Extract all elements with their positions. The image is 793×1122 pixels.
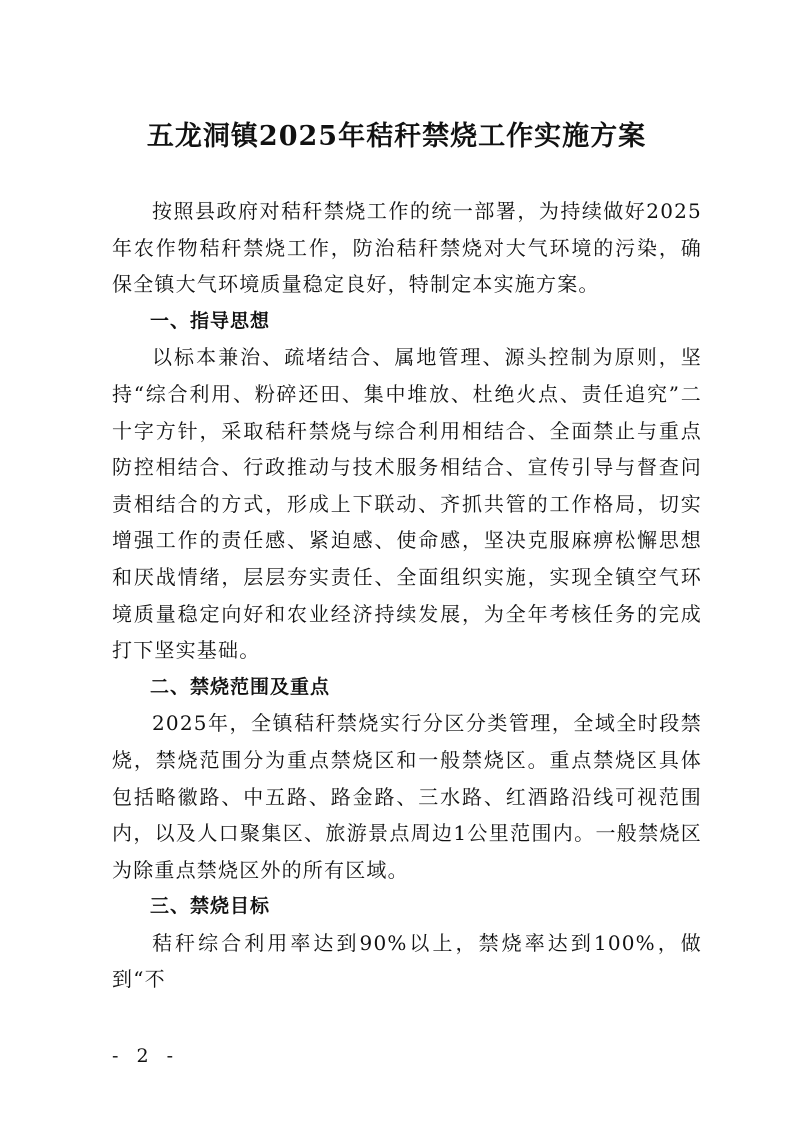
document-body: [112, 193, 702, 998]
paragraph-scope: 2025年，全镇秸秆禁烧实行分区分类管理，全域全时段禁烧，禁烧范围分为重点禁烧区和一般禁烧区。重点禁烧区具体包括略徽路、中五路、路金路、三水路、红酒路沿线可视范围内，以及人口聚集区、旅游景点周边1公里范围内。一般禁烧区为除重点禁烧区外的所有区域。: [112, 711, 702, 882]
section-heading-scope: 二、禁烧范围及重点: [150, 675, 331, 698]
section-heading-targets: 三、禁烧目标: [150, 895, 271, 918]
section-heading-guiding-ideology: 一、指导思想: [150, 309, 271, 332]
paragraph-guiding-ideology: 以标本兼治、疏堵结合、属地管理、源头控制为原则，坚持“综合利用、粉碎还田、集中堆放、杜绝火点、责任追究”二十字方针，采取秸秆禁烧与综合利用相结合、全面禁止与重点防控相结合、行政推动与技术服务相结合、宣传引导与督查问责相结合的方式，形成上下联动、齐抓共管的工作格局，切实增强工作的责任感、紧迫感、使命感，坚决克服麻痹松懈思想和厌战情绪，层层夯实责任、全面组织实施，实现全镇空气环境质量稳定向好和农业经济持续发展，为全年考核任务的完成打下坚实基础。: [112, 345, 702, 663]
page-number: - 2 -: [112, 1045, 180, 1067]
paragraph-intro: 按照县政府对秸秆禁烧工作的统一部署，为持续做好2025年农作物秸秆禁烧工作，防治秸秆禁烧对大气环境的污染，确保全镇大气环境质量稳定良好，特制定本实施方案。: [112, 199, 702, 297]
document-title: 五龙洞镇2025年秸秆禁烧工作实施方案: [146, 121, 647, 152]
paragraph-targets: 秸秆综合利用率达到90%以上，禁烧率达到100%，做到“不: [112, 930, 702, 992]
